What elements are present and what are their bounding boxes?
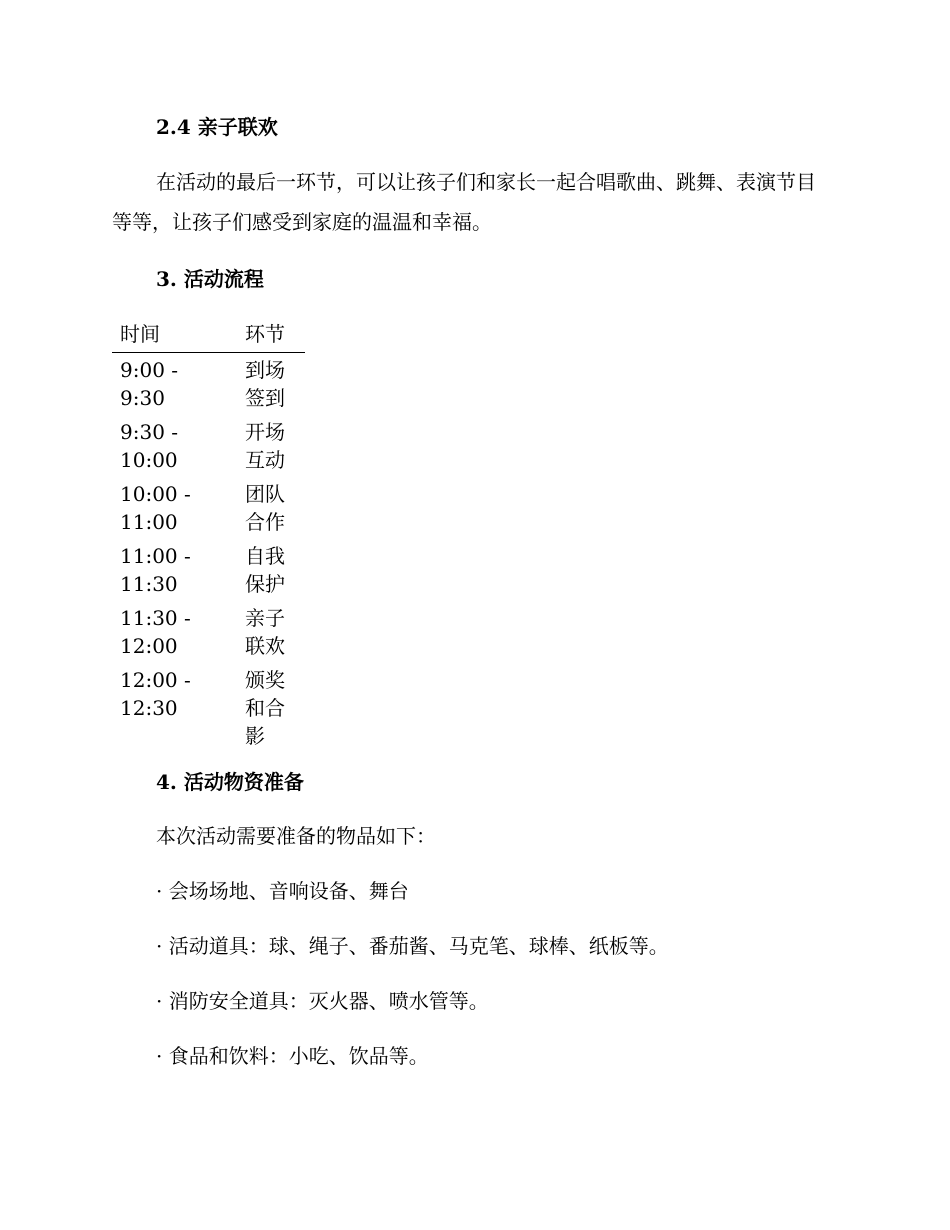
table-row — [112, 477, 305, 539]
time-cell: 10:00 - 11:00 — [120, 482, 191, 534]
section-heading-4: 4. 活动物资准备 — [156, 770, 304, 794]
schedule-table — [112, 318, 305, 753]
column-header-time: 时间 — [112, 318, 237, 353]
stage-cell: 自我保护 — [245, 544, 285, 596]
stage-cell: 亲子联欢 — [245, 606, 285, 658]
table-header-row — [112, 318, 305, 353]
stage-cell: 团队合作 — [245, 482, 285, 534]
time-cell: 11:30 - 12:00 — [120, 606, 191, 658]
table-row — [112, 415, 305, 477]
section-heading-2-4: 2.4 亲子联欢 — [156, 115, 278, 139]
list-item: · 会场场地、音响设备、舞台 — [156, 879, 409, 903]
table-row — [112, 353, 305, 416]
list-item: · 食品和饮料：小吃、饮品等。 — [156, 1044, 429, 1068]
list-item: · 活动道具：球、绳子、番茄酱、马克笔、球棒、纸板等。 — [156, 934, 669, 958]
table-row — [112, 663, 305, 753]
table-row — [112, 539, 305, 601]
stage-cell: 颁奖和合影 — [245, 668, 285, 748]
time-cell: 9:30 - 10:00 — [120, 420, 179, 472]
column-header-stage: 环节 — [237, 318, 305, 353]
section-4-intro: 本次活动需要准备的物品如下： — [156, 824, 436, 848]
section-heading-3: 3. 活动流程 — [156, 267, 264, 291]
time-cell: 12:00 - 12:30 — [120, 668, 191, 720]
stage-cell: 到场签到 — [245, 358, 285, 410]
list-item: · 消防安全道具：灭火器、喷水管等。 — [156, 989, 489, 1013]
stage-cell: 开场互动 — [245, 420, 285, 472]
time-cell: 9:00 - 9:30 — [120, 358, 179, 410]
section-2-4-paragraph: 在活动的最后一环节，可以让孩子们和家长一起合唱歌曲、跳舞、表演节目等等，让孩子们感受到家庭的温温和幸福。 — [112, 170, 816, 234]
time-cell: 11:00 - 11:30 — [120, 544, 191, 596]
table-row — [112, 601, 305, 663]
